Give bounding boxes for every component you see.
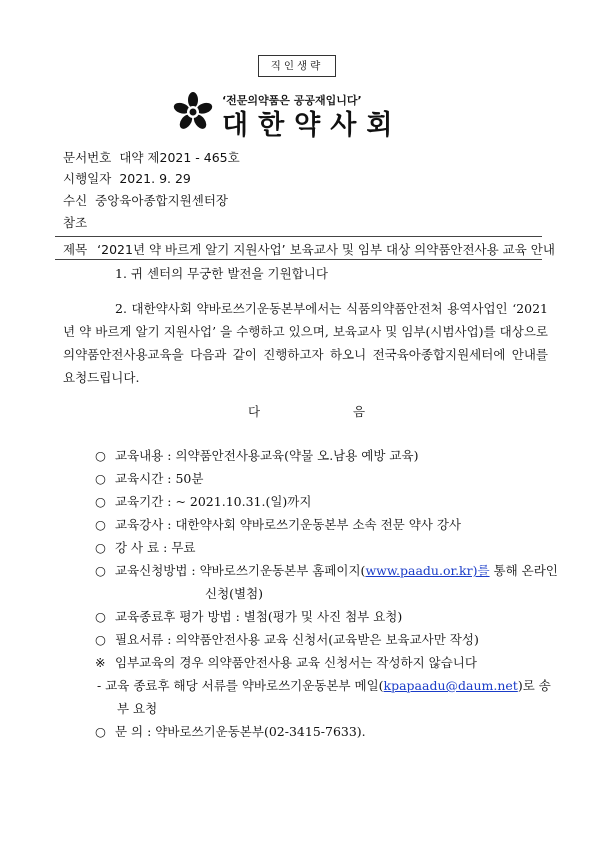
paragraph-2: 2. 대한약사회 약바로쓰기운동본부에서는 식품의약품안전처 용역사업인 ‘2021년 약 바르게 알기 지원사업’ 을 수행하고 있으며, 보육교사 및 임부(시범사업)를 대상으로 의약품안전사용교육을 다음과 같이 진행하고자 하오니 전국육아종합지원세터에 안내를 요청드립니다.	[63, 301, 548, 385]
list-item-note: ※ 임부교육의 경우 의약품안전사용 교육 신청서는 작성하지 않습니다	[95, 651, 555, 674]
reference-mark-icon: ※	[95, 655, 106, 670]
circle-bullet-icon: ○	[95, 494, 106, 509]
list-item-apply: ○ 교육신청방법 : 약바로쓰기운동본부 홈페이지(www.paadu.or.kr)를 통해 온라인	[95, 559, 555, 582]
circle-bullet-icon: ○	[95, 471, 106, 486]
list-item-period: ○ 교육기간 : ~ 2021.10.31.(일)까지	[95, 490, 555, 513]
list-item-contact: ○ 문 의 : 약바로쓰기운동본부(02-3415-7633).	[95, 720, 555, 743]
reference-label: 참조	[63, 215, 88, 230]
date-label: 시행일자	[63, 171, 112, 186]
list-item-submit-continued: 부 요청	[117, 701, 158, 716]
heading-eum: 음	[353, 404, 366, 419]
subject-label: 제목	[63, 242, 88, 257]
doc-number-row	[63, 148, 240, 166]
doc-number-label: 문서번호	[63, 150, 112, 165]
recipient-label: 수신	[63, 193, 88, 208]
stamp-omitted-box: 직인생략	[258, 55, 336, 77]
list-item-content: ○ 교육내용 : 의약품안전사용교육(약물 오.남용 예방 교육)	[95, 444, 555, 467]
circle-bullet-icon: ○	[95, 448, 106, 463]
slogan: ‘전문의약품은 공공재입니다’	[222, 94, 362, 107]
doc-number-value: 대약 제2021 - 465호	[119, 150, 240, 165]
circle-bullet-icon: ○	[95, 517, 106, 532]
details-list	[95, 444, 558, 743]
circle-bullet-icon: ○	[95, 632, 106, 647]
circle-bullet-icon: ○	[95, 563, 106, 578]
list-item-time: ○ 교육시간 : 50분	[95, 467, 555, 490]
list-item-apply-continued: 신청(별첨)	[205, 586, 264, 601]
circle-bullet-icon: ○	[95, 609, 106, 624]
recipient-value: 중앙육아종합지원센터장	[95, 193, 228, 208]
date-row	[63, 169, 191, 187]
heading-da: 다	[248, 404, 261, 419]
list-item-submit: - 교육 종료후 해당 서류를 약바로쓰기운동본부 메일(kpapaadu@daum.net)로 송	[97, 678, 551, 693]
email-link[interactable]: kpapaadu@daum.net	[383, 678, 518, 693]
list-item-documents: ○ 필요서류 : 의약품안전사용 교육 신청서(교육받은 보육교사만 작성)	[95, 628, 555, 651]
date-value: 2021. 9. 29	[119, 171, 191, 186]
list-item-instructor: ○ 교육강사 : 대한약사회 약바로쓰기운동본부 소속 전문 약사 강사	[95, 513, 555, 536]
org-name: 대한약사회	[222, 110, 403, 141]
kpa-flower-emblem-icon	[173, 92, 213, 132]
list-item-fee: ○ 강 사 료 : 무료	[95, 536, 555, 559]
list-item-evaluation: ○ 교육종료후 평가 방법 : 별첨(평가 및 사진 첨부 요청)	[95, 605, 555, 628]
recipient-row	[63, 191, 228, 209]
circle-bullet-icon: ○	[95, 724, 106, 739]
circle-bullet-icon: ○	[95, 540, 106, 555]
subject-text: ‘2021년 약 바르게 알기 지원사업’ 보육교사 및 임부 대상 의약품안전사용 교육 안내	[97, 242, 555, 257]
reference-row	[63, 213, 95, 231]
homepage-link[interactable]: www.paadu.or.kr)를	[365, 563, 490, 578]
subject-row	[63, 240, 555, 258]
paragraph-1: 1. 귀 센터의 무궁한 발전을 기원합니다	[115, 266, 328, 281]
